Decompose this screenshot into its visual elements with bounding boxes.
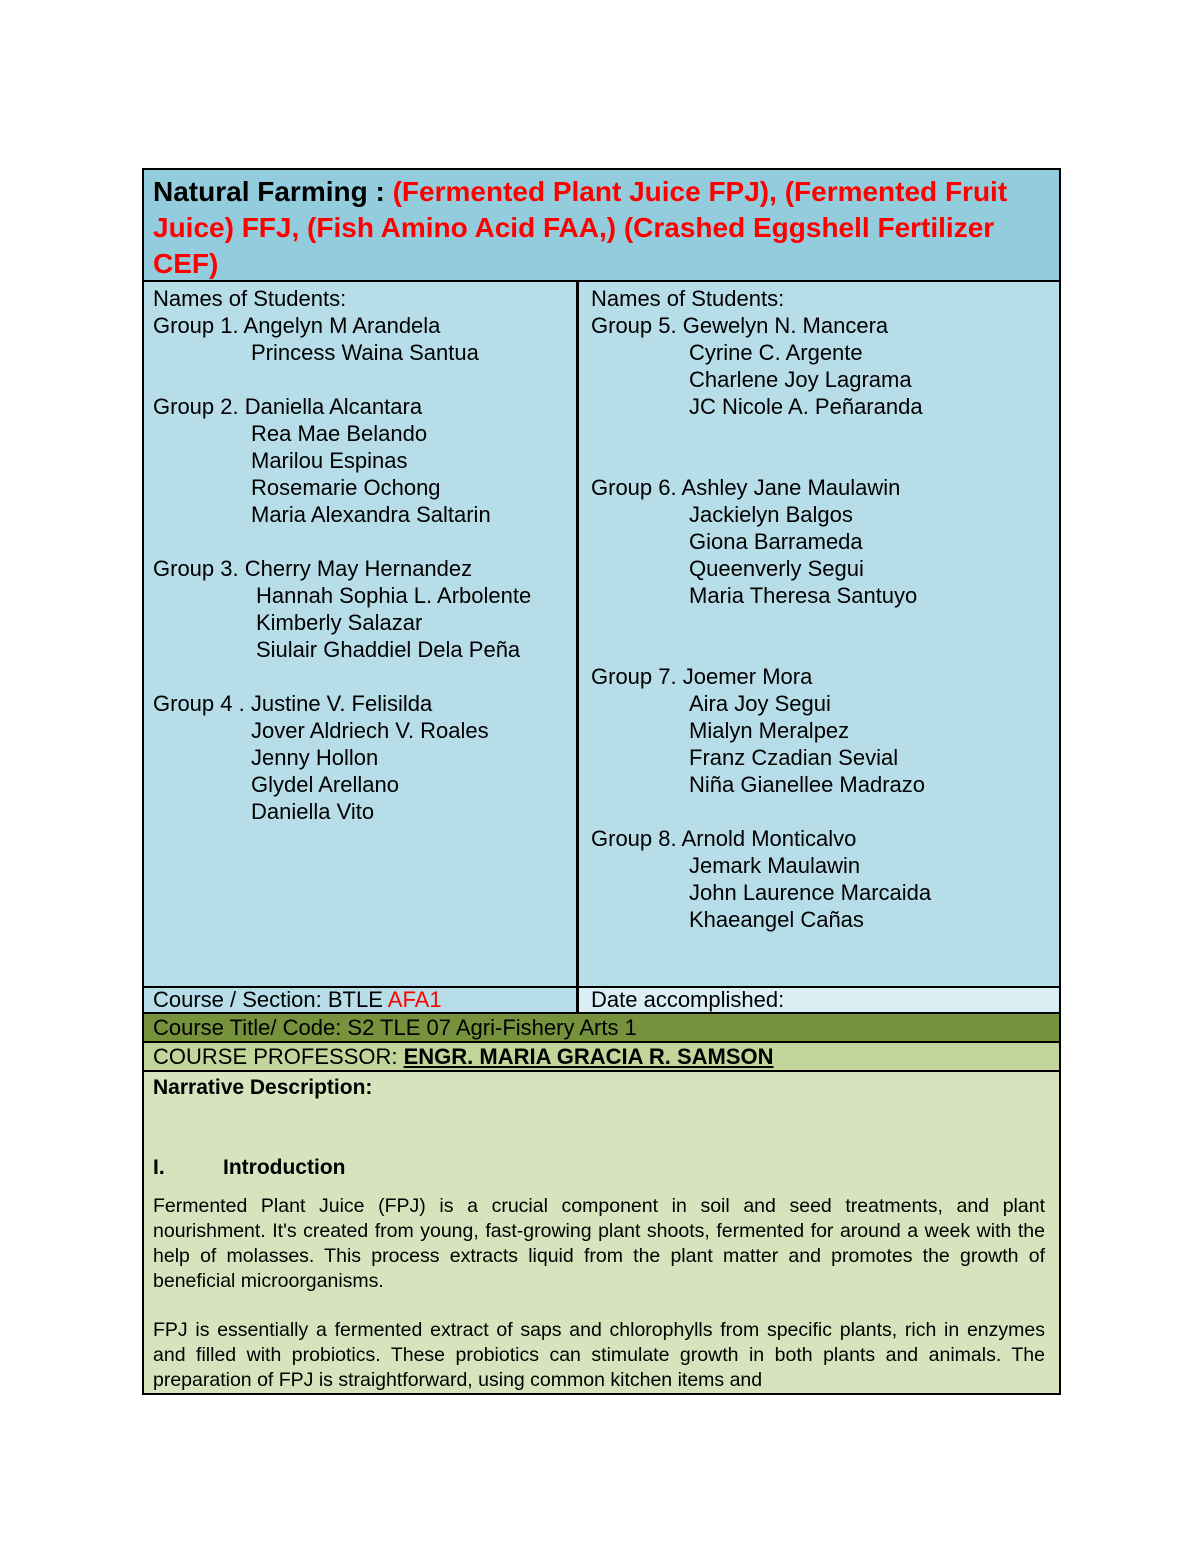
group-row: Group 3. Cherry May Hernandez — [153, 556, 473, 581]
narrative-heading: Narrative Description: — [153, 1076, 373, 1099]
member-name: John Laurence Marcaida — [689, 880, 932, 905]
right-student-column — [579, 282, 1059, 986]
group-row: Group 4 . Justine V. Felisilda — [153, 691, 433, 716]
course-section-row — [144, 988, 1059, 1014]
member-name: Cyrine C. Argente — [689, 340, 863, 365]
group-row: Group 8. Arnold Monticalvo — [591, 826, 857, 851]
date-accomplished: Date accomplished: — [579, 988, 1059, 1012]
names-heading: Names of Students: — [591, 286, 785, 311]
member-name: Maria Alexandra Saltarin — [251, 502, 491, 527]
paragraph: FPJ is essentially a fermented extract of saps and chlorophylls from specific plants, rich in enzymes and filled with probiotics. These probiotics can stimulate growth in both plants and animals. The preparation of FPJ is straightforward, using common kitchen items and — [153, 1319, 1045, 1391]
group-row: Group 2. Daniella Alcantara — [153, 394, 423, 419]
title-row — [144, 170, 1059, 282]
paragraph: Fermented Plant Juice (FPJ) is a crucial component in soil and seed treatments, and plant nourishment. It's created from young, fast-growing plant shoots, fermented for around a week with the help of molasses. This process extracts liquid from the plant matter and promotes the growth of beneficial microorganisms. — [153, 1195, 1045, 1292]
member-name: Maria Theresa Santuyo — [689, 583, 918, 608]
course-section: Course / Section: BTLE AFA1 — [144, 988, 579, 1012]
document-title — [153, 174, 1050, 282]
member-name: Hannah Sophia L. Arbolente — [256, 583, 532, 608]
member-name: Marilou Espinas — [251, 448, 408, 473]
member-name: Rosemarie Ochong — [251, 475, 441, 500]
member-name: Aira Joy Segui — [689, 691, 831, 716]
member-name: JC Nicole A. Peñaranda — [689, 394, 923, 419]
member-name: Rea Mae Belando — [251, 421, 428, 446]
group-row: Group 5. Gewelyn N. Mancera — [591, 313, 889, 338]
member-name: Daniella Vito — [251, 799, 375, 824]
member-name: Khaeangel Cañas — [689, 907, 864, 932]
member-name: Siulair Ghaddiel Dela Peña — [256, 637, 521, 662]
member-name: Franz Czadian Sevial — [689, 745, 899, 770]
member-name: Queenverly Segui — [689, 556, 864, 581]
left-student-column — [144, 282, 579, 986]
title-topics: (Fermented Plant Juice FPJ), (Fermented Fruit Juice) FFJ, (Fish Amino Acid FAA,) (Crashed Eggshell Fertilizer CEF) — [153, 176, 1008, 279]
member-name: Niña Gianellee Madrazo — [689, 772, 926, 797]
member-name: Mialyn Meralpez — [689, 718, 850, 743]
member-name: Jenny Hollon — [251, 745, 379, 770]
narrative-section — [144, 1072, 1059, 1393]
title-prefix: Natural Farming : — [153, 176, 393, 207]
course-professor-row: COURSE PROFESSOR: ENGR. MARIA GRACIA R. SAMSON — [144, 1043, 1059, 1072]
member-name: Jover Aldriech V. Roales — [251, 718, 489, 743]
activity-sheet — [142, 168, 1061, 1395]
group-row: Group 6. Ashley Jane Maulawin — [591, 475, 901, 500]
member-name: Jemark Maulawin — [689, 853, 861, 878]
section-heading: I. Introduction — [153, 1156, 346, 1179]
member-name: Kimberly Salazar — [256, 610, 423, 635]
member-name: Charlene Joy Lagrama — [689, 367, 912, 392]
section-code: AFA1 — [387, 987, 442, 1012]
member-name: Glydel Arellano — [251, 772, 399, 797]
course-title-row: Course Title/ Code: S2 TLE 07 Agri-Fishery Arts 1 — [144, 1014, 1059, 1043]
member-name: Giona Barrameda — [689, 529, 863, 554]
names-heading: Names of Students: — [153, 286, 347, 311]
group-row: Group 1. Angelyn M Arandela — [153, 313, 441, 338]
member-name: Princess Waina Santua — [251, 340, 479, 365]
member-name: Jackielyn Balgos — [689, 502, 853, 527]
professor-name: ENGR. MARIA GRACIA R. SAMSON — [403, 1044, 774, 1069]
students-row — [144, 282, 1059, 988]
group-row: Group 7. Joemer Mora — [591, 664, 813, 689]
